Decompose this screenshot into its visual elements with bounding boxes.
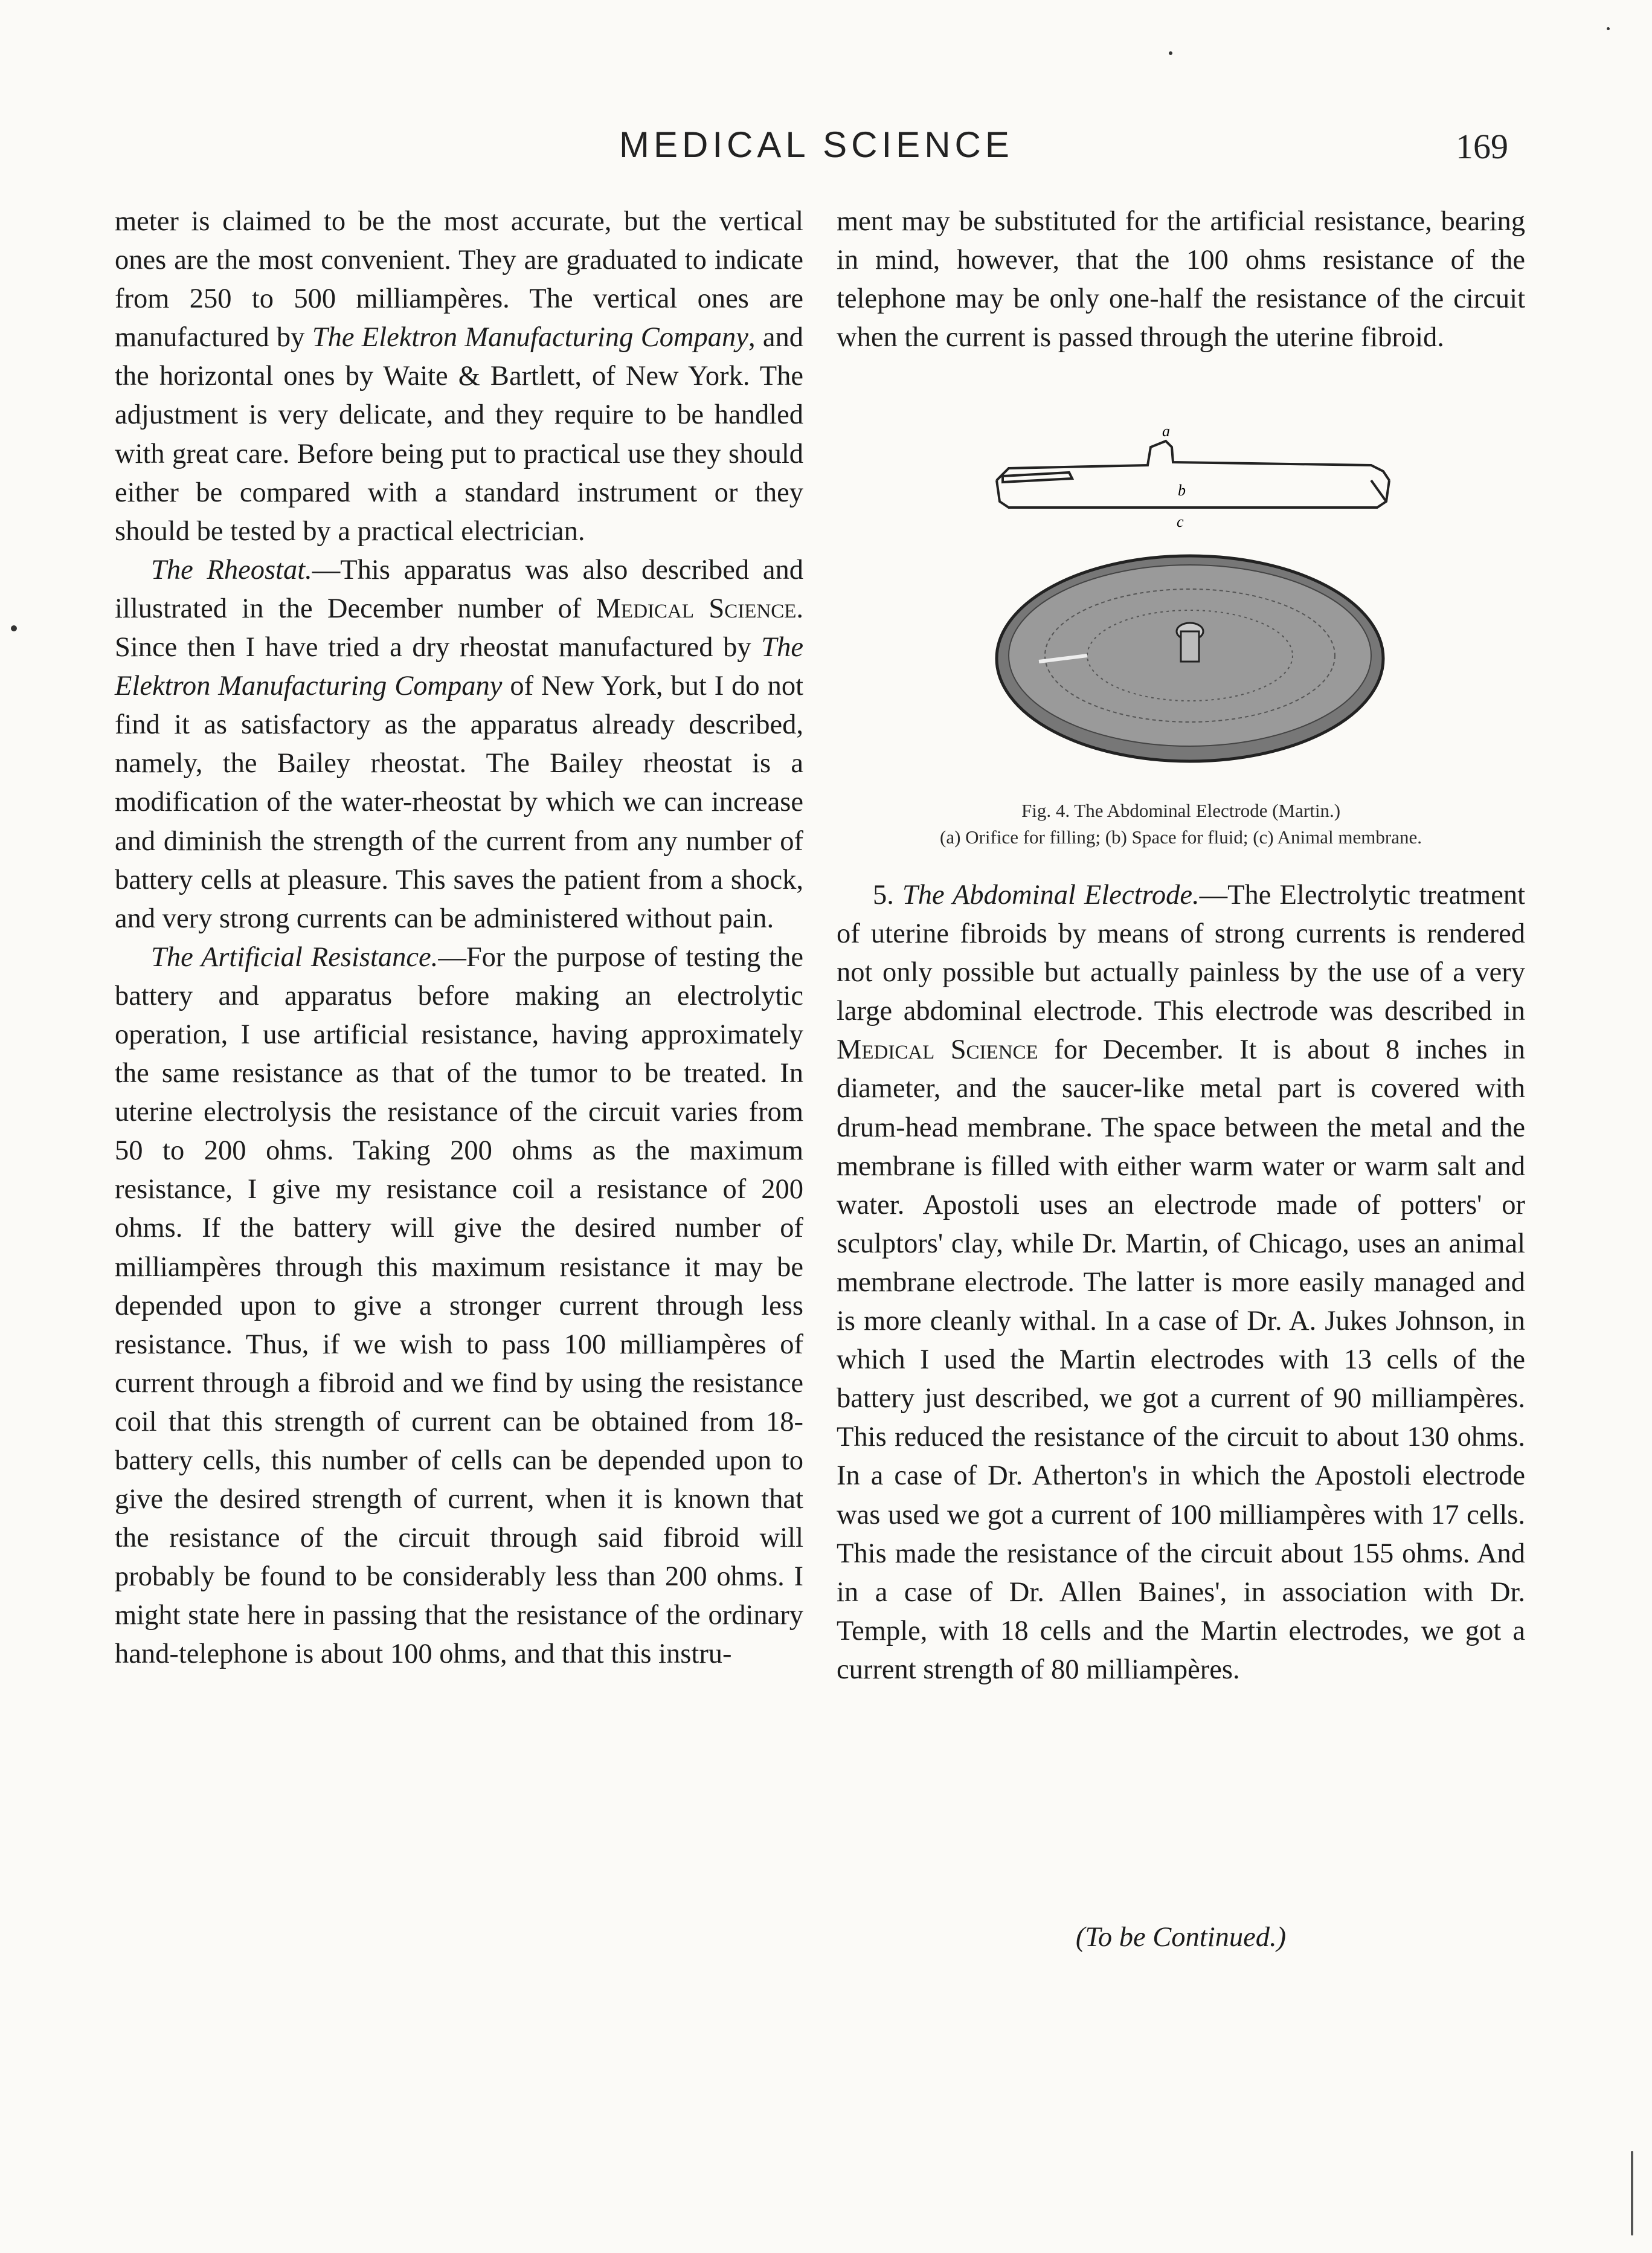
label-c: c (1177, 513, 1184, 530)
page-header (0, 124, 1652, 178)
journal-title: MEDICAL SCIENCE (619, 124, 1014, 165)
scan-edge-mark (1631, 2151, 1633, 2235)
caption-legend: (a) Orifice for filling; (b) Space for fluid; (c) Animal membrane. (940, 827, 1422, 848)
section-title-artificial-resistance: The Artificial Resistance. (151, 941, 439, 973)
right-column-top (837, 202, 1525, 357)
section-title-rheostat: The Rheostat. (151, 554, 312, 585)
journal-reference: Medical Science (596, 593, 797, 624)
section-title-abdominal-electrode: The Abdominal Electrode. (902, 880, 1200, 911)
company-name: The Elektron Manufacturing Company (115, 632, 803, 702)
label-a: a (1162, 423, 1170, 440)
scan-speck (11, 625, 17, 631)
paragraph-artificial-resistance: The Artificial Resistance.—For the purpose of testing the battery and apparatus before making an electrolytic operation, I use artificial resistance, having approximately the same resistance as that of the tumor to be treated. In uterine electrolysis the resistance of the circuit varies from 50 to 200 ohms. Taking 200 ohms as the maximum resistance, I give my resistance coil a resistance of 200 ohms. If the battery will give the desired number of milliampères through this maximum resistance it may be depended upon to give a stronger current through less resistance. Thus, if we wish to pass 100 milliampères of current through a fibroid and we find by using the resistance coil that this strength of current can be obtained from 18-battery cells, this number of cells can be depended upon to give the desired strength of current, when it is known that the resistance of the circuit through said fibroid will probably be found to be considerably less than 200 ohms. I might state here in passing that the resistance of the ordinary hand-telephone is about 100 ohms, and that this instru- (115, 941, 803, 1670)
page-number: 169 (1456, 127, 1508, 166)
paragraph-galvanometer: meter is claimed to be the most accurate, but the vertical ones are the most convenient. They are graduated to indicate from 250 to 500 milliampères. The vertical ones are manufactured by The Elektron Manufacturing Company, and the horizontal ones by Waite & Bartlett, of New York. The adjustment is very delicate, and they require to be handled with great care. Before being put to practical use they should either be compared with a standard instrument or they should be tested by a practical electrician. (115, 206, 803, 547)
electrode-illustration (985, 423, 1395, 785)
label-b: b (1178, 482, 1186, 499)
paragraph-rheostat: The Rheostat.—This apparatus was also described and illustrated in the December number of Medical Science. Since then I have tried a dry rheostat manufactured by The Elektron Manufacturing Company of New York, but I do not find it as satisfactory as the apparatus already described, namely, the Bailey rheostat. The Bailey rheostat is a modification of the water-rheostat by which we can increase and diminish the strength of the current from any number of battery cells at pleasure. This saves the patient from a shock, and very strong currents can be administered without pain. (115, 554, 803, 934)
company-name: The Elektron Manufacturing Company (312, 322, 748, 353)
caption-title: Fig. 4. The Abdominal Electrode (Martin.) (1021, 800, 1341, 821)
scan-speck (1169, 51, 1172, 55)
scan-speck (1607, 27, 1610, 30)
figure-abdominal-electrode (985, 423, 1395, 785)
figure-caption (837, 798, 1525, 851)
paragraph-abdominal-electrode: 5. The Abdominal Electrode.—The Electrolytic treatment of uterine fibroids by means of strong currents is rendered not only possible but actually painless by the use of a very large abdominal electrode. This electrode was described in Medical Science for December. It is about 8 inches in diameter, and the saucer-like metal part is covered with drum-head membrane. The space between the metal and the membrane is filled with either warm water or warm salt and water. Apostoli uses an electrode made of potters' or sculptors' clay, while Dr. Martin, of Chicago, uses an animal membrane electrode. The latter is more easily managed and is more cleanly withal. In a case of Dr. A. Jukes Johnson, in which I used the Martin electrodes with 13 cells of the battery just described, we got a current of 90 milliampères. This reduced the resistance of the circuit to about 130 ohms. In a case of Dr. Atherton's in which the Apostoli electrode was used we got a current of 100 milliampères with 17 cells. This made the resistance of the circuit about 155 ohms. And in a case of Dr. Allen Baines', in association with Dr. Temple, with 18 cells and the Martin electrodes, we got a current strength of 80 milliampères. (837, 880, 1526, 1685)
journal-reference: Medical Science (837, 1034, 1038, 1066)
left-column (115, 202, 803, 1674)
paragraph-continuation: ment may be substituted for the artificial resistance, bearing in mind, however, that the 100 ohms resistance of the telephone may be only one-half the resistance of the circuit when the current is passed through the uterine fibroid. (837, 206, 1525, 353)
right-column-bottom (837, 876, 1525, 1689)
to-be-continued: (To be Continued.) (1075, 1922, 1287, 1953)
